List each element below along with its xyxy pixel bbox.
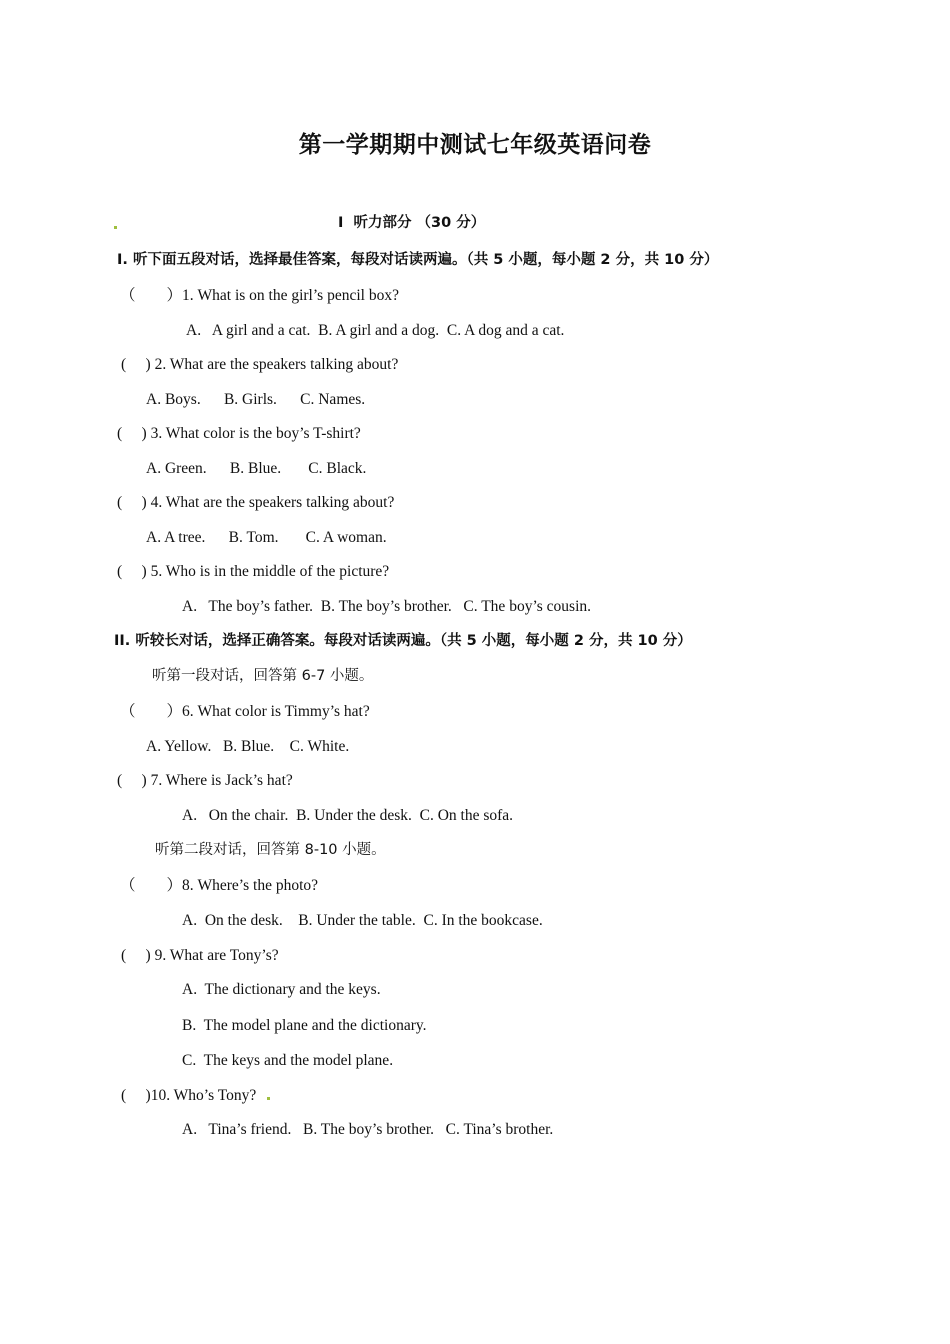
question-4: ( ) 4. What are the speakers talking about? [117,494,395,511]
question-4-options: A. A tree. B. Tom. C. A woman. [146,529,387,546]
margin-mark [114,226,117,229]
question-7-options: A. On the chair. B. Under the desk. C. On the sofa. [182,807,514,824]
question-5-options: A. The boy’s father. B. The boy’s brother. C. The boy’s cousin. [182,598,591,615]
margin-mark [267,1097,270,1100]
question-5: ( ) 5. Who is in the middle of the picture? [117,563,390,580]
dialogue-1-intro: 听第一段对话，回答第 6-7 小题。 [152,668,374,684]
question-2: ( ) 2. What are the speakers talking about? [121,356,399,373]
question-6: （ ）6. What color is Timmy’s hat? [120,703,370,720]
question-8: （ ）8. Where’s the photo? [120,877,319,894]
question-9-option-a: A. The dictionary and the keys. [182,981,381,998]
question-9-option-b: B. The model plane and the dictionary. [182,1017,427,1034]
question-2-options: A. Boys. B. Girls. C. Names. [146,391,366,408]
question-3: ( ) 3. What color is the boy’s T-shirt? [117,425,361,442]
question-3-options: A. Green. B. Blue. C. Black. [146,460,367,477]
part-heading: Ⅰ 听力部分 （30 分） [338,215,486,231]
section2-heading: II. 听较长对话，选择正确答案。每段对话读两遍。（共 5 小题，每小题 2 分，共 10 分） [114,633,692,649]
question-1: （ ）1. What is on the girl’s pencil box? [120,287,399,304]
question-1-options: A. A girl and a cat. B. A girl and a dog. C. A dog and a cat. [186,322,565,339]
question-6-options: A. Yellow. B. Blue. C. White. [146,738,350,755]
dialogue-2-intro: 听第二段对话，回答第 8-10 小题。 [155,842,386,858]
question-7: ( ) 7. Where is Jack’s hat? [117,772,293,789]
question-9-option-c: C. The keys and the model plane. [182,1052,394,1069]
question-8-options: A. On the desk. B. Under the table. C. In the bookcase. [182,912,543,929]
section1-heading: Ⅰ. 听下面五段对话，选择最佳答案，每段对话读两遍。（共 5 小题，每小题 2 分，共 10 分） [117,252,719,268]
question-9: ( ) 9. What are Tony’s? [121,947,279,964]
question-10: ( )10. Who’s Tony? [121,1087,257,1104]
question-10-options: A. Tina’s friend. B. The boy’s brother. C. Tina’s brother. [182,1121,554,1138]
page-title: 第一学期期中测试七年级英语问卷 [298,132,652,158]
